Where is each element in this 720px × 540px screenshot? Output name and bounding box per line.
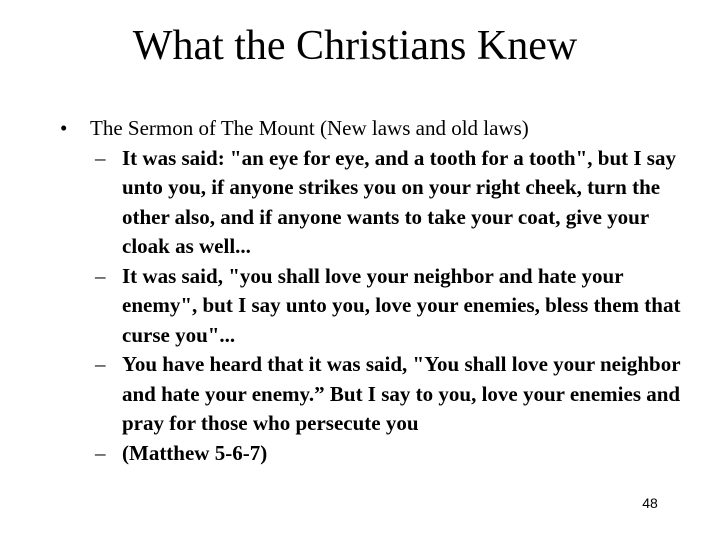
page-number: 48	[642, 495, 658, 511]
sub-bullet-list	[60, 144, 700, 469]
main-bullet-text: The Sermon of The Mount (New laws and old laws)	[90, 116, 529, 140]
dash-marker: –	[95, 263, 106, 288]
sub-bullet-item	[60, 350, 700, 439]
sub-bullet-text: It was said: "an eye for eye, and a tooth for a tooth", but I say unto you, if anyone strikes you on your right cheek, turn the other also, and if anyone wants to take your coat, give your cloak as well...	[122, 145, 676, 258]
sub-bullet-item	[60, 262, 700, 351]
sub-bullet-item	[60, 144, 700, 262]
dash-marker: –	[95, 145, 106, 170]
dash-marker: –	[95, 440, 106, 465]
dash-marker: –	[95, 352, 106, 376]
slide-title: What the Christians Knew	[132, 23, 578, 69]
main-bullet-item	[60, 114, 700, 144]
bullet-list	[60, 114, 700, 468]
sub-bullet-item	[60, 439, 700, 469]
sub-bullet-text: It was said, "you shall love your neighbor and hate your enemy", but I say unto you, love your enemies, bless them that curse you"...	[122, 263, 681, 347]
sub-bullet-text: You have heard that it was said, "You shall love your neighbor and hate your enemy.” But I say to you, love your enemies and pray for those who persecute you	[122, 352, 681, 435]
bullet-dot-icon: •	[60, 116, 68, 140]
sub-bullet-text: (Matthew 5-6-7)	[122, 440, 268, 465]
